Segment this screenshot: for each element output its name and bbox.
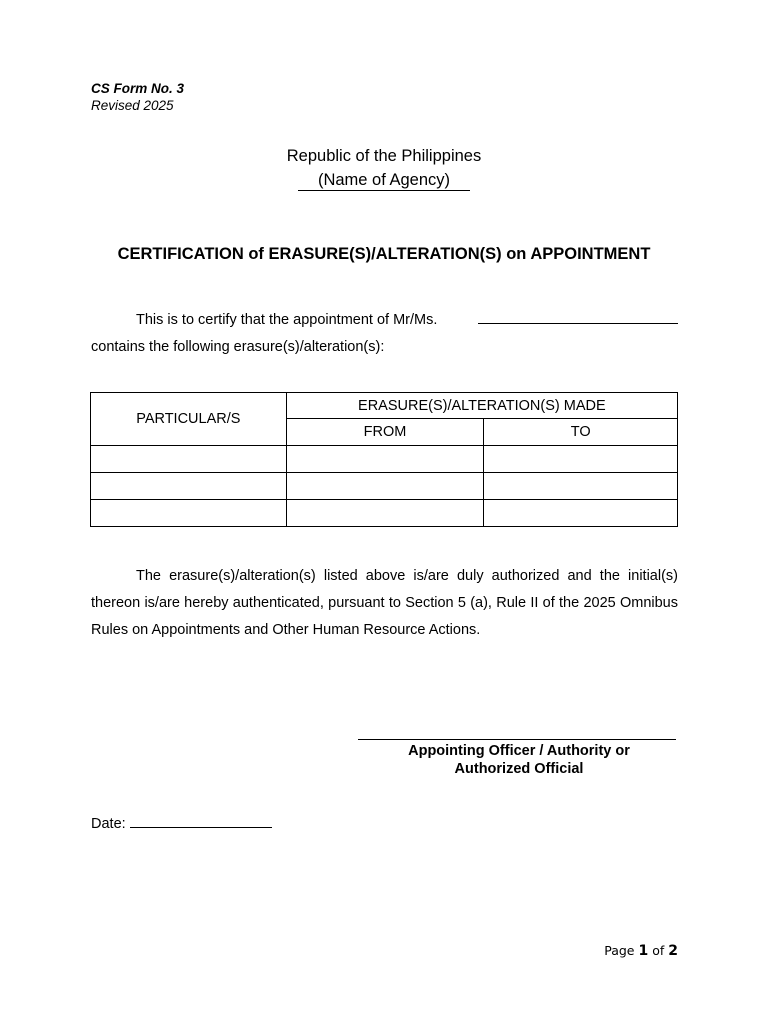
signatory-title [358, 742, 680, 778]
particular-cell[interactable] [91, 446, 287, 473]
page-label: Page [604, 943, 635, 958]
header-from: FROM [286, 419, 484, 446]
particular-cell[interactable] [91, 500, 287, 527]
page-current: 1 [638, 943, 649, 959]
document-title: CERTIFICATION of ERASURE(S)/ALTERATION(S) on APPOINTMENT [117, 245, 651, 263]
particular-cell[interactable] [91, 473, 287, 500]
to-cell[interactable] [484, 500, 678, 527]
republic-heading: Republic of the Philippines [286, 147, 482, 165]
signatory-title-line-2: Authorized Official [454, 761, 584, 777]
table-row [91, 446, 678, 473]
to-cell[interactable] [484, 473, 678, 500]
signature-line[interactable] [358, 739, 676, 740]
certify-line [91, 307, 678, 334]
table-row [91, 500, 678, 527]
to-cell[interactable] [484, 446, 678, 473]
name-blank[interactable] [478, 309, 678, 324]
from-cell[interactable] [286, 500, 484, 527]
from-cell[interactable] [286, 473, 484, 500]
page-of: of [652, 943, 665, 958]
date-field [91, 813, 272, 832]
agency-line [0, 171, 768, 190]
agency-name: (Name of Agency) [298, 171, 470, 191]
authentication-paragraph: The erasure(s)/alteration(s) listed above is/are duly authorized and the initial(s) thereon is/are hereby authenticated, pursuant to Section 5 (a), Rule II of the 2025 Omnibus Rules on Appointments and Other Human Resource Actions. [91, 568, 678, 638]
form-number: CS Form No. 3 [91, 81, 185, 96]
header-to: TO [484, 419, 678, 446]
certify-paragraph [91, 307, 678, 361]
erasure-table [90, 392, 678, 527]
page-indicator [604, 943, 678, 959]
date-label: Date: [91, 816, 126, 832]
revision-note: Revised 2025 [91, 98, 174, 113]
certify-text: This is to certify that the appointment of Mr/Ms. [136, 312, 438, 328]
table-row [91, 473, 678, 500]
from-cell[interactable] [286, 446, 484, 473]
header-erasure-made: ERASURE(S)/ALTERATION(S) MADE [286, 393, 677, 419]
date-blank[interactable] [130, 813, 272, 828]
certify-line-2: contains the following erasure(s)/alteration(s): [91, 339, 385, 355]
header-particulars: PARTICULAR/S [91, 393, 287, 446]
page-total: 2 [668, 943, 678, 959]
signatory-title-line-1: Appointing Officer / Authority or [408, 743, 630, 759]
